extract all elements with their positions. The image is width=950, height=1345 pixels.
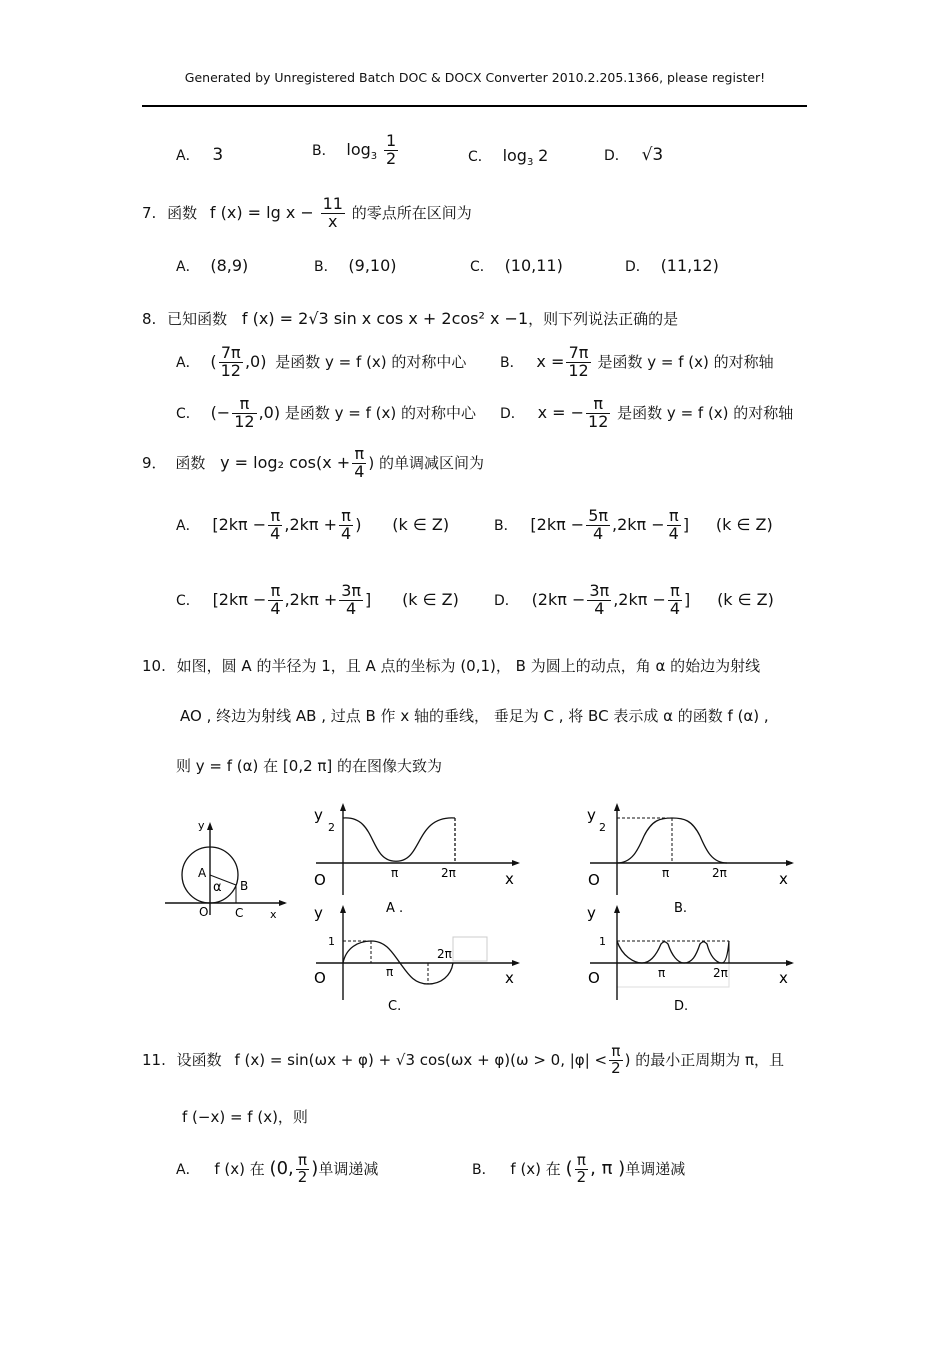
q8-option-b: B． x = $\frac{7\pi}{12}$ 是函数 y = f (x) 的对称轴	[500, 343, 774, 380]
q6-option-d: D． √3	[604, 145, 664, 165]
y-axis-arrow-icon	[614, 905, 620, 913]
graph-d-y-label: y	[587, 904, 596, 922]
q10-line-2: AO , 终边为射线 AB , 过点 B 作 x 轴的垂线， 垂足为 C , 将 BC 表示成 α 的函数 f (α) ,	[180, 707, 769, 725]
graph-a-2pi-tick: 2π	[441, 866, 456, 880]
fig-c-label: C	[235, 906, 244, 920]
q7-option-b: B． (9,10)	[314, 256, 397, 275]
q7-option-c: C． (10,11)	[470, 256, 563, 275]
q9-stem: 9． 函数 y = log₂ cos(x + $\frac{\pi}{4}$ ) 的单调减区间为	[142, 444, 484, 481]
graph-c-caption: C.	[388, 999, 402, 1014]
q10-line-3: 则 y = f (α) 在 [0,2 π] 的在图像大致为	[176, 757, 443, 775]
fig-y-label: y	[198, 819, 205, 832]
converter-watermark: Generated by Unregistered Batch DOC & DOCX Converter 2010.2.205.1366, please register!	[184, 70, 766, 85]
graph-d-pi-tick: π	[658, 966, 666, 980]
q9-option-b: B． [2kπ − $\frac{5\pi}{4}$ ,2kπ − $\frac{\pi}{4}$ ] (k ∈ Z)	[494, 506, 773, 543]
q7-option-d: D． (11,12)	[625, 256, 719, 275]
graph-a-x-label: x	[505, 870, 514, 888]
graph-c-2pi-tick: 2π	[437, 947, 452, 961]
q6-option-b: B． $\log_3$ $\frac{1}{2}$	[312, 131, 397, 168]
graph-c	[308, 900, 528, 1015]
q6-option-c: C． $\log_3 2$	[468, 146, 549, 168]
graph-c-box	[453, 937, 487, 961]
graph-a-caption: A .	[386, 901, 404, 916]
x-axis-arrow-icon	[512, 960, 520, 966]
q11-stem: 11. 设函数 f (x) = sin(ωx + φ) + √3 cos(ωx + φ)(ω > 0, |φ| < $\frac{\pi}{2}$ ) 的最小正周期为 π，且	[142, 1042, 785, 1077]
q7-option-a: A． (8,9)	[176, 256, 249, 275]
fig-alpha-label: α	[213, 880, 222, 895]
y-axis-arrow-icon	[207, 822, 213, 830]
fig-x-label: x	[270, 908, 277, 921]
graph-d-caption: D.	[674, 999, 689, 1014]
y-axis-arrow-icon	[614, 803, 620, 811]
graph-d-o-label: O	[588, 969, 600, 987]
graph-a-ytick: 2	[328, 821, 335, 834]
graph-c-x-label: x	[505, 969, 514, 987]
fig-b-label: B	[240, 879, 249, 893]
graph-d	[582, 900, 802, 1015]
q8-option-a: A． ( $\frac{7\pi}{12}$ ,0) 是函数 y = f (x) 的对称中心	[176, 343, 467, 380]
header-rule	[142, 105, 807, 107]
graph-b-o-label: O	[588, 871, 600, 889]
q11-option-a: A． f (x) 在 (0, $\frac{\pi}{2}$ )单调递减	[176, 1151, 379, 1186]
q8-option-d: D． x = − $\frac{\pi}{12}$ 是函数 y = f (x) 的对称轴	[500, 394, 794, 431]
q7-stem: 7. 函数 f (x) = lg x − $\frac{11}{x}$ 的零点所在区间为	[142, 194, 472, 231]
graph-c-y-label: y	[314, 904, 323, 922]
graph-d-2pi-tick: 2π	[713, 966, 728, 980]
graph-a-y-label: y	[314, 806, 323, 824]
graph-c-ytick: 1	[328, 935, 335, 948]
q11-line-2: f (−x) = f (x)，则	[182, 1108, 308, 1126]
x-axis-arrow-icon	[512, 860, 520, 866]
q9-option-d: D． (2kπ − $\frac{3\pi}{4}$ ,2kπ − $\frac{\pi}{4}$ ] (k ∈ Z)	[494, 581, 774, 618]
graph-b-pi-tick: π	[662, 866, 670, 880]
graph-b-2pi-tick: 2π	[712, 866, 727, 880]
graph-c-o-label: O	[314, 969, 326, 987]
graph-d-ytick: 1	[599, 935, 606, 948]
graph-d-curve	[617, 941, 729, 963]
x-axis-arrow-icon	[279, 900, 287, 906]
graph-b-caption: B.	[674, 901, 688, 916]
graph-c-pi-tick: π	[386, 965, 394, 979]
graph-a-o-label: O	[314, 871, 326, 889]
graph-d-x-label: x	[779, 969, 788, 987]
graph-a-pi-tick: π	[391, 866, 399, 880]
y-axis-arrow-icon	[340, 905, 346, 913]
x-axis-arrow-icon	[786, 860, 794, 866]
q9-option-c: C． [2kπ − $\frac{\pi}{4}$ ,2kπ + $\frac{3\pi}{4}$ ] (k ∈ Z)	[176, 581, 459, 618]
q10-circle-figure	[160, 815, 295, 925]
fig-o-label: O	[199, 905, 209, 919]
q8-stem: 8. 已知函数 f (x) = 2√3 sin x cos x + 2cos² x −1，则下列说法正确的是	[142, 309, 679, 328]
q9-option-a: A． [2kπ − $\frac{\pi}{4}$ ,2kπ + $\frac{\pi}{4}$ ) (k ∈ Z)	[176, 506, 450, 543]
graph-b-x-label: x	[779, 870, 788, 888]
fig-a-label: A	[198, 866, 207, 880]
graph-b-ytick: 2	[599, 821, 606, 834]
x-axis-arrow-icon	[786, 960, 794, 966]
q6-option-a: A． 3	[176, 145, 224, 165]
y-axis-arrow-icon	[340, 803, 346, 811]
graph-b-y-label: y	[587, 806, 596, 824]
q10-line-1: 10. 如图，圆 A 的半径为 1，且 A 点的坐标为 (0,1)， B 为圆上的动点，角 α 的始边为射线	[142, 657, 761, 675]
q11-option-b: B． f (x) 在 ( $\frac{\pi}{2}$ , π )单调递减	[472, 1151, 686, 1186]
q8-option-c: C． (− $\frac{\pi}{12}$ ,0) 是函数 y = f (x) 的对称中心	[176, 394, 477, 431]
graph-a-curve	[343, 818, 455, 861]
